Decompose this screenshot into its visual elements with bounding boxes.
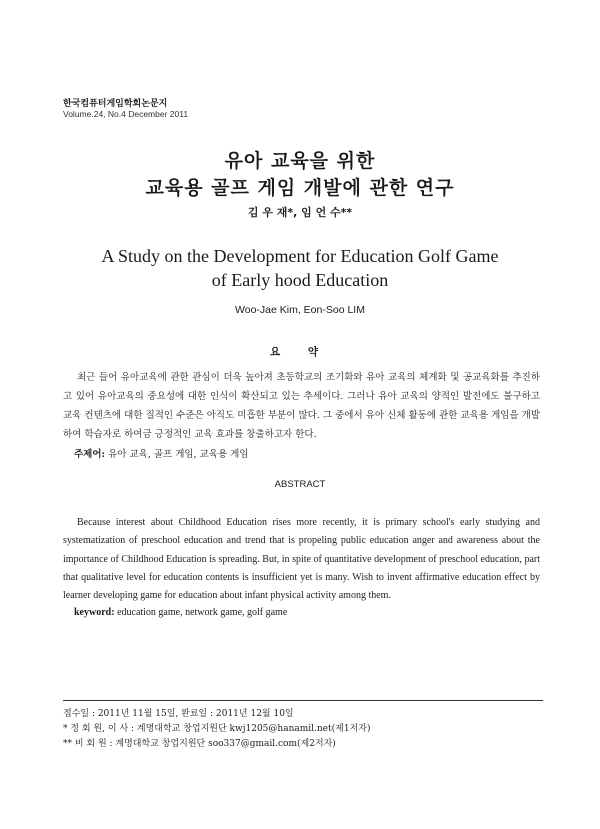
korean-authors: 김 우 재*, 임 언 수** bbox=[247, 206, 353, 219]
footnote-divider bbox=[63, 700, 543, 701]
english-abstract-text: Because interest about Childhood Education rises more recently, it is primary school's early studying and systematization of preschool education and trend that is propeling public education anger and awareness about the importance of Childhood Education is spreading. But, in spite of quantitative development of preschool education, part that qualitative level for education contents is insufficient yet is many. Wish to invent affirmative education effect by learner developing game for education about infant physical activity among them. bbox=[63, 517, 540, 602]
english-abstract-heading: ABSTRACT bbox=[274, 479, 326, 490]
korean-title-line2: 교육용 골프 게임 개발에 관한 연구 bbox=[145, 177, 455, 199]
english-keywords-text: education game, network game, golf game bbox=[114, 607, 288, 618]
journal-volume: Volume.24, No.4 December 2011 bbox=[63, 109, 189, 119]
korean-keywords-label: 주제어: bbox=[74, 449, 106, 460]
footnote-author2: ** 비 회 원 : 계명대학교 창업지원단 soo337@gmail.com(제2저자) bbox=[63, 739, 336, 749]
english-title-line1: A Study on the Development for Education Golf Game bbox=[101, 246, 499, 266]
journal-header bbox=[63, 98, 188, 120]
english-title-line2: of Early hood Education bbox=[211, 270, 389, 290]
footnote-author1: * 정 회 원, 이 사 : 계명대학교 창업지원단 kwj1205@hanamil.net(제1저자) bbox=[63, 724, 371, 734]
english-authors: Woo-Jae Kim, Eon-Soo LIM bbox=[235, 304, 365, 316]
korean-keywords-text: 유아 교육, 골프 게임, 교육용 게임 bbox=[105, 449, 249, 460]
journal-name: 한국컴퓨터게임학회논문지 bbox=[63, 98, 168, 108]
english-keywords-label: keyword: bbox=[74, 607, 115, 618]
korean-keywords bbox=[74, 446, 249, 460]
english-keywords bbox=[74, 607, 287, 618]
korean-abstract-heading: 요 약 bbox=[270, 346, 330, 358]
footnote-received-date: 접수일 : 2011년 11월 15일, 완료일 : 2011년 12월 10일 bbox=[63, 709, 294, 719]
korean-title-line1: 유아 교육을 위한 bbox=[224, 150, 376, 172]
korean-abstract-text: 최근 들어 유아교육에 관한 관심이 더욱 높아져 초등학교의 조기화와 유아 교육의 체계화 및 공교육화를 추진하고 있어 유아교육의 중요성에 대한 인식이 확산되고 있는 추세이다. 그러나 유아 교육의 양적인 발전에도 불구하고 교육 컨텐츠에 대한 질적인 수준은 아직도 미흡한 부분이 많다. 그 중에서 유아 신체 활동에 관한 교육용 게임을 개발하여 학습자로 하여금 긍정적인 교육 효과를 창출하고자 한다. bbox=[63, 372, 540, 440]
